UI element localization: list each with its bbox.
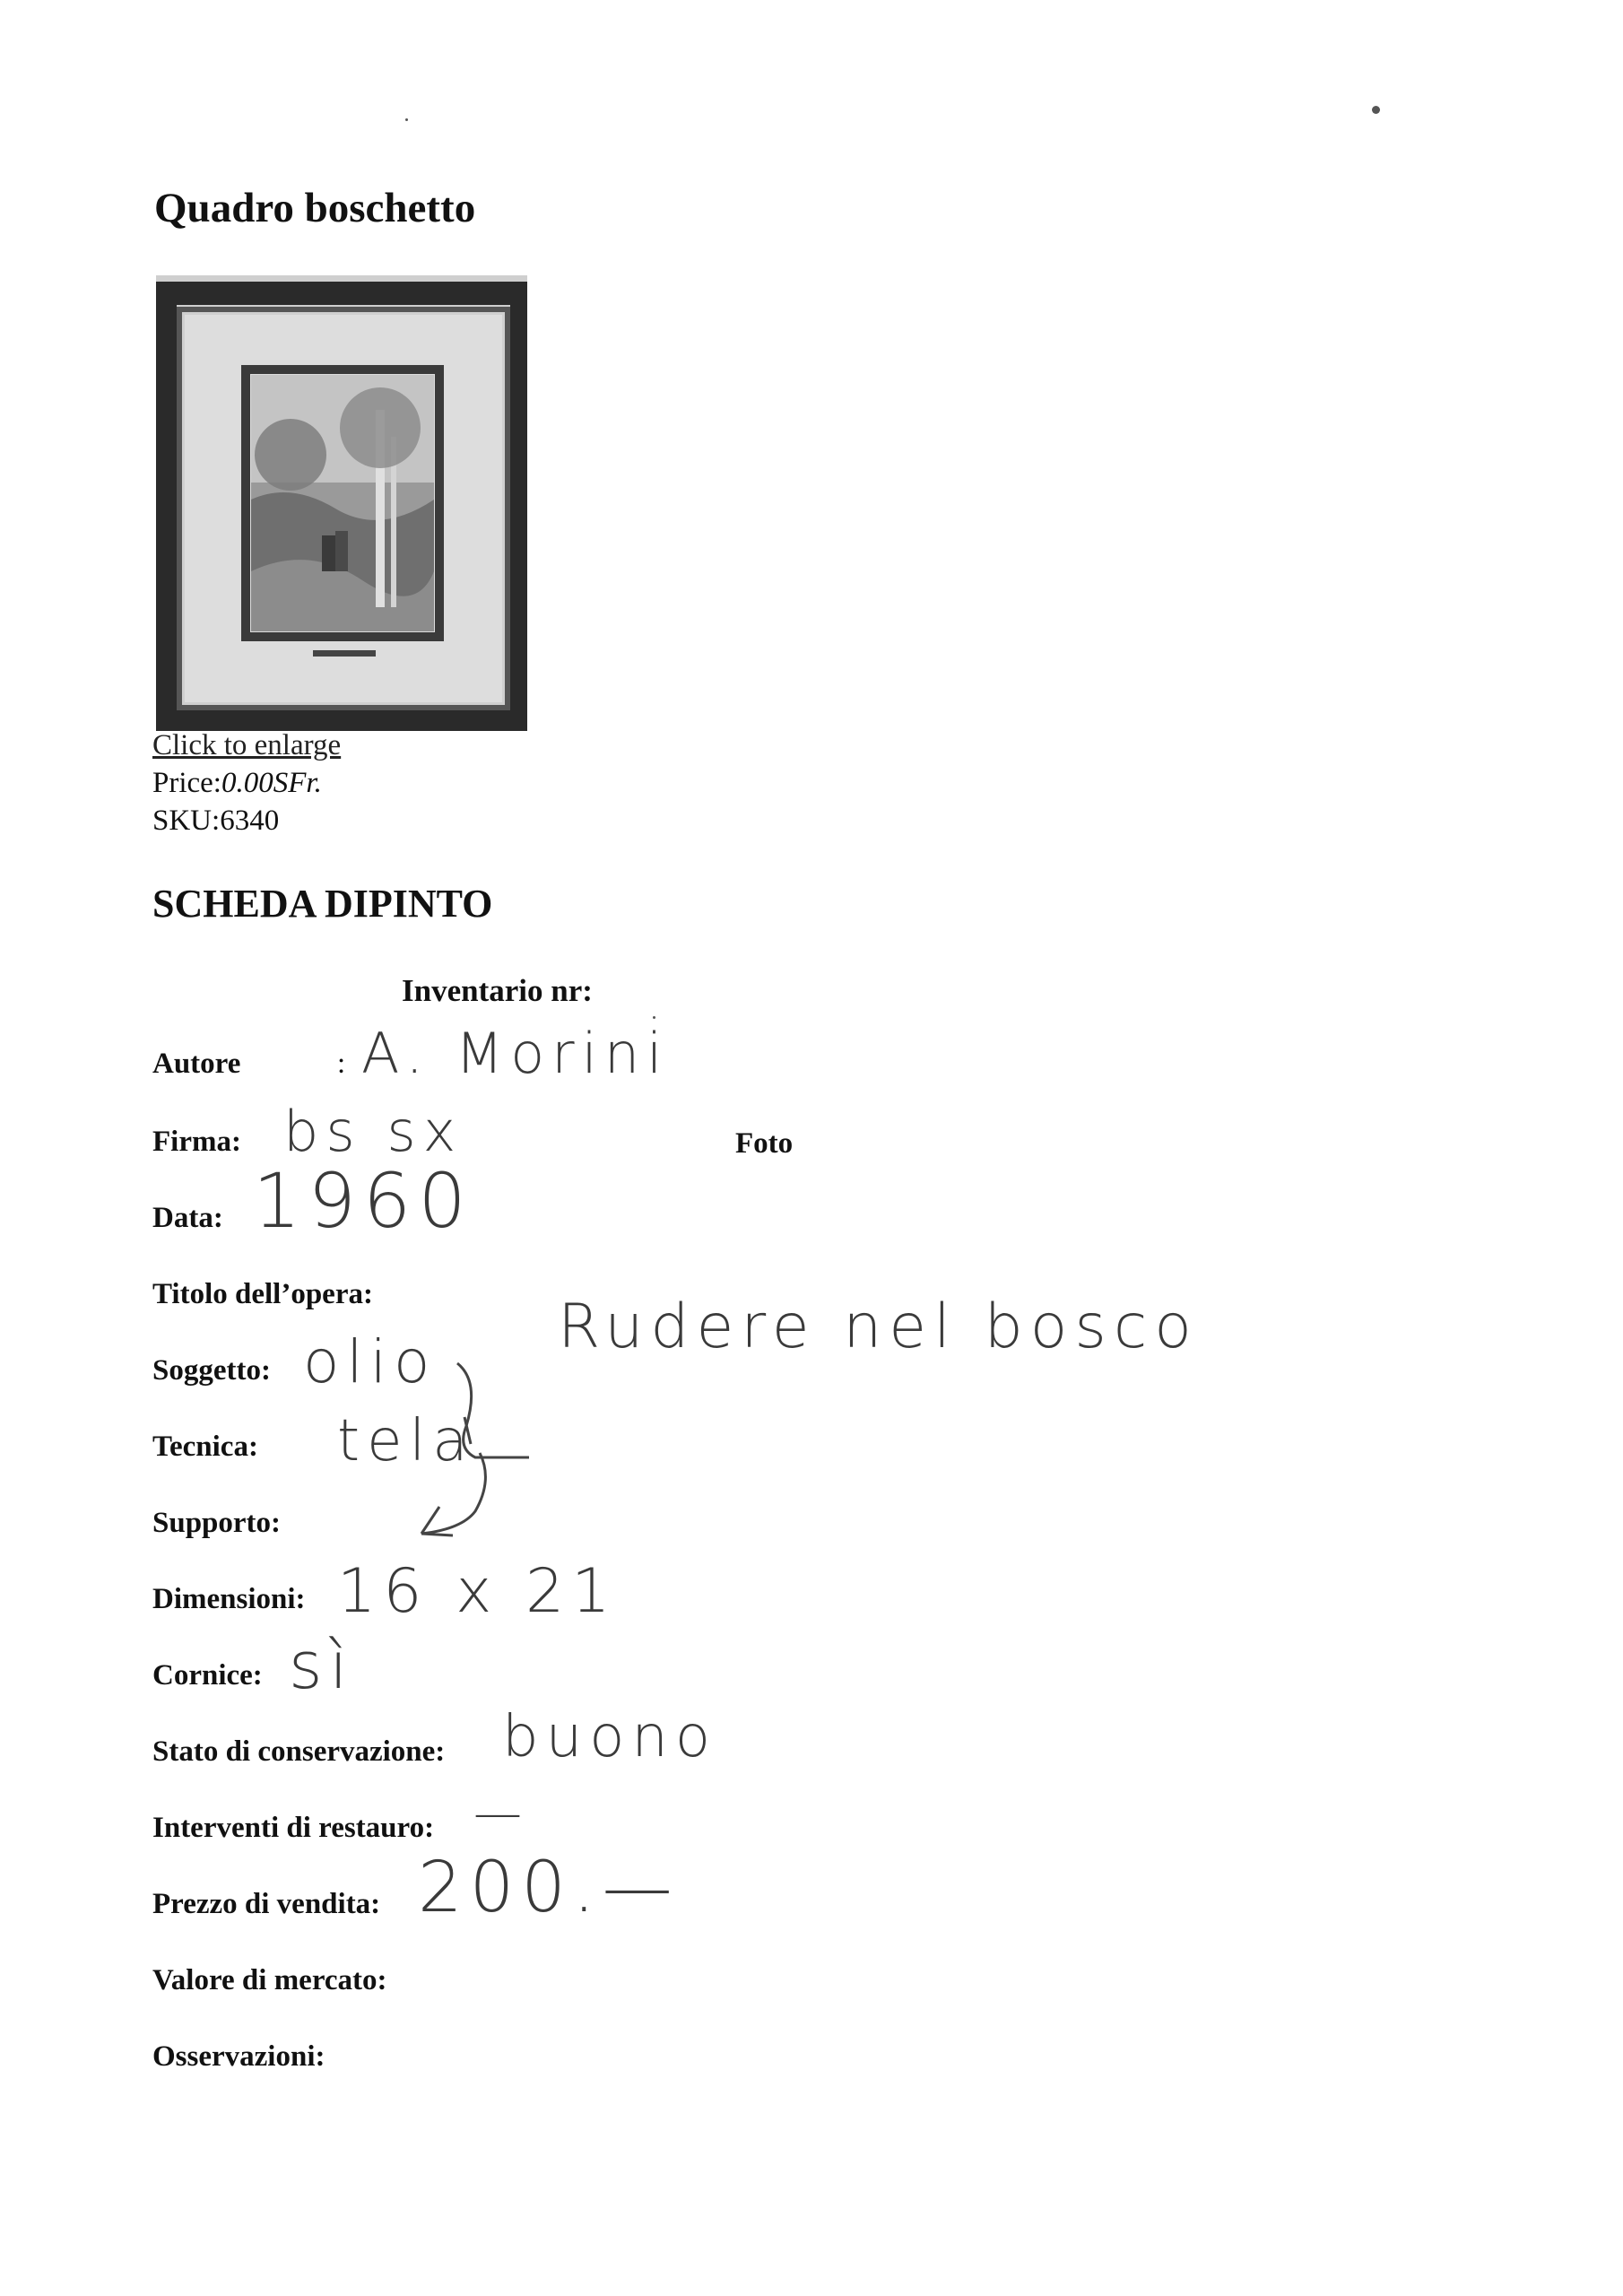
product-title: Quadro boschetto [154,185,476,231]
field-label-dimensioni: Dimensioni: [152,1583,306,1615]
field-label-supporto: Supporto: [152,1507,282,1539]
field-value-titolo: Rudere nel bosco [558,1292,1199,1362]
field-label-osservazioni: Osservazioni: [152,2040,325,2073]
field-value-soggetto: olio [303,1327,438,1396]
handwritten-arrow-icon [395,1345,556,1552]
enlarge-link[interactable]: Click to enlarge [152,729,342,761]
price-label: Price: [152,767,221,799]
field-value-stato: buono [502,1704,718,1770]
field-value-interventi: — [473,1785,529,1841]
sku-value: 6340 [220,804,280,837]
photo-label: Foto [735,1127,794,1160]
price-value: 0.00SFr. [221,767,322,799]
sku-label: SKU: [152,804,221,837]
sheet-heading: SCHEDA DIPINTO [152,882,493,926]
scan-speck [405,118,408,121]
scan-speck [653,1016,655,1019]
price-line [152,767,322,800]
field-label-titolo: Titolo dell’opera: [152,1278,373,1310]
field-value-cornice: sì [289,1628,355,1703]
sku-line [152,804,279,838]
field-value-tecnica: tela [337,1408,475,1474]
field-value-dimensioni: 16 x 21 [337,1556,618,1627]
inventory-label: Inventario nr: [402,973,593,1008]
field-label-stato: Stato di conservazione: [152,1735,446,1768]
field-label-prezzo: Prezzo di vendita: [152,1888,381,1920]
field-value-autore: A. Morini [361,1021,670,1086]
scan-speck [1372,106,1380,114]
field-label-autore: Autore [152,1048,241,1080]
field-label-interventi: Interventi di restauro: [152,1812,435,1844]
field-label-soggetto: Soggetto: [152,1354,271,1387]
field-label-cornice: Cornice: [152,1659,263,1692]
field-label-valore: Valore di mercato: [152,1964,387,1996]
field-colon-autore: : [337,1048,346,1080]
painting-thumbnail [156,275,527,731]
field-value-prezzo: 200.— [418,1848,680,1928]
field-value-firma: bs sx [283,1099,464,1164]
painting-photo[interactable] [156,275,527,731]
field-value-data: 1960 [253,1157,473,1245]
field-label-tecnica: Tecnica: [152,1431,258,1463]
field-label-firma: Firma: [152,1126,241,1158]
field-label-data: Data: [152,1202,223,1234]
